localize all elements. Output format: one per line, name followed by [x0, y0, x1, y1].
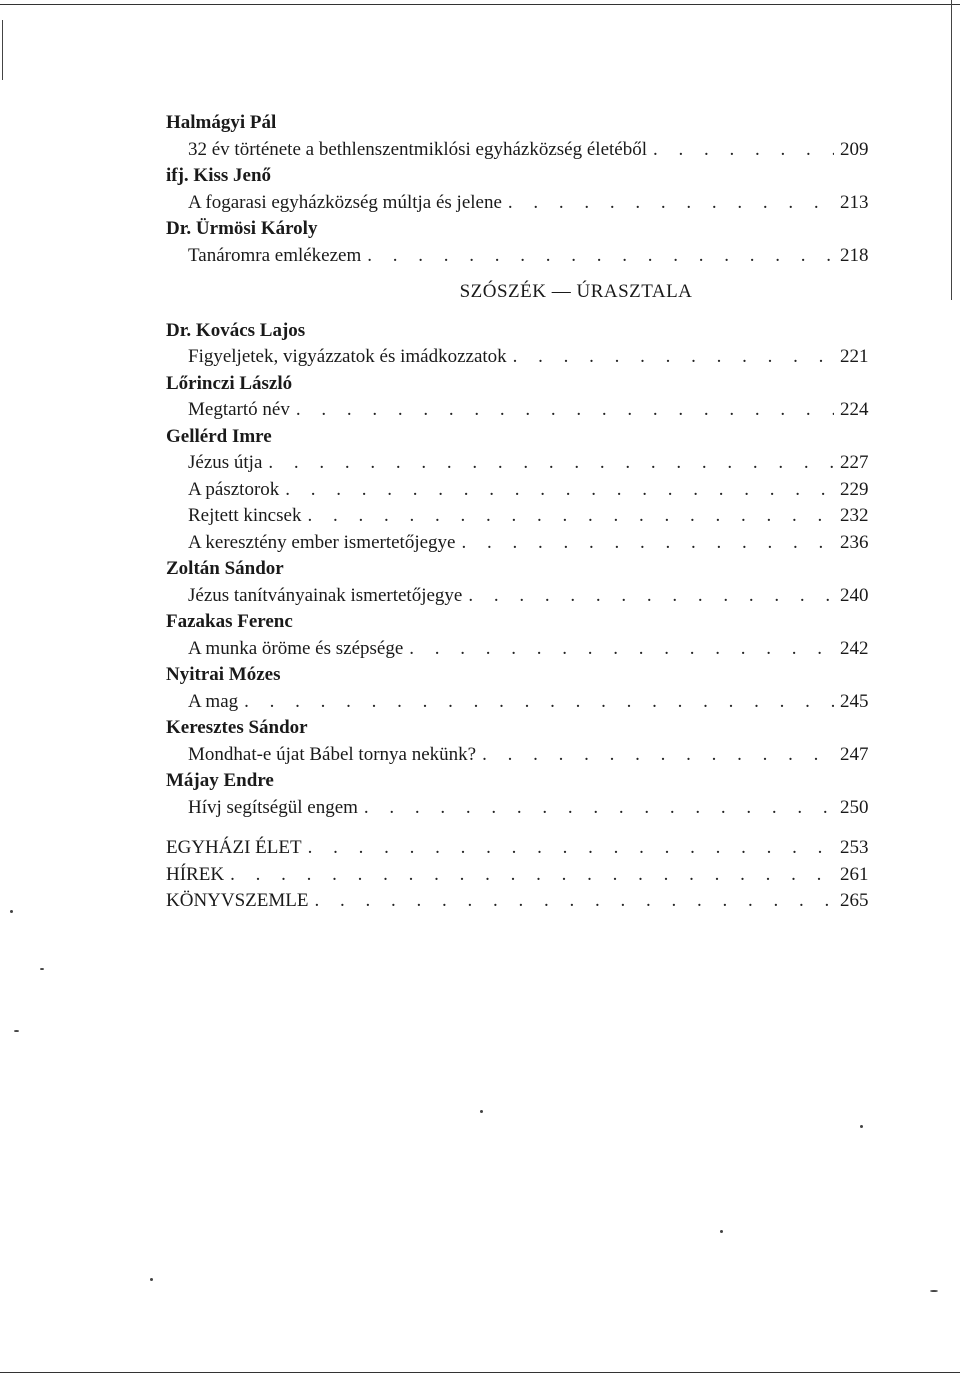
dot-leader: [367, 243, 834, 270]
entry-title: A fogarasi egyházközség múltja és jelene: [188, 191, 502, 213]
author-name: Májay Endre: [166, 770, 274, 791]
author-name: Gellérd Imre: [166, 425, 272, 447]
page-number: 209: [840, 138, 869, 160]
scan-speck: [930, 1290, 938, 1292]
page-number: 261: [840, 863, 869, 885]
scan-border-right: [951, 0, 952, 300]
entry-title: Jézus tanítványainak ismertetőjegye: [188, 584, 463, 606]
dot-leader: [244, 689, 834, 716]
dot-leader: [482, 742, 834, 769]
scan-speck: [720, 1230, 723, 1233]
entry-title: Hívj segítségül engem: [188, 796, 358, 818]
toc-entry[interactable]: [166, 397, 876, 424]
author-name: Fazakas Ferenc: [166, 611, 293, 632]
page-number: 247: [840, 743, 869, 765]
dot-leader: [307, 503, 834, 530]
toc-entry[interactable]: [166, 137, 876, 164]
toc-entry[interactable]: [166, 344, 876, 371]
dot-leader: [468, 583, 834, 610]
toc-section-entry[interactable]: [166, 835, 876, 862]
spacer: [166, 821, 876, 835]
page-number: 227: [840, 452, 869, 473]
dot-leader: [508, 190, 834, 217]
toc-entry[interactable]: [166, 190, 876, 217]
author-name: Lőrinczi László: [166, 372, 293, 394]
entry-title: KÖNYVSZEMLE: [166, 890, 309, 911]
entry-title: Jézus útja: [188, 452, 263, 473]
page-number: 218: [840, 244, 869, 266]
author-name: ifj. Kiss Jenő: [166, 165, 272, 186]
scan-speck: [14, 1030, 19, 1032]
entry-title: A munka öröme és szépsége: [188, 637, 404, 659]
entry-title: A mag: [188, 690, 239, 712]
toc-entry[interactable]: [166, 503, 876, 530]
dot-leader: [409, 636, 834, 663]
entry-title: Tanáromra emlékezem: [188, 244, 362, 266]
author-name: Nyitrai Mózes: [166, 664, 281, 685]
page-number: 236: [840, 531, 869, 553]
entry-title: Megtartó név: [188, 399, 290, 420]
section-heading: SZÓSZÉK — ÚRASZTALA: [459, 281, 693, 302]
toc-entry[interactable]: [166, 583, 876, 610]
entry-title: Rejtett kincsek: [188, 505, 302, 526]
toc-entry[interactable]: [166, 450, 876, 477]
toc-entry[interactable]: [166, 742, 876, 769]
page-number: 240: [840, 584, 869, 606]
scan-speck: [480, 1110, 483, 1113]
author-name: Zoltán Sándor: [166, 558, 284, 579]
page-number: 221: [840, 346, 869, 367]
toc-entry[interactable]: [166, 477, 876, 504]
page-number: 229: [840, 478, 869, 500]
toc-entry[interactable]: [166, 636, 876, 663]
toc-section-entry[interactable]: [166, 888, 876, 915]
dot-leader: [315, 888, 835, 915]
entry-title: EGYHÁZI ÉLET: [166, 837, 302, 858]
entry-title: Figyeljetek, vigyázzatok és imádkozzatok: [188, 346, 507, 367]
dot-leader: [296, 397, 834, 424]
scan-speck: [860, 1125, 863, 1128]
author-name: Halmágyi Pál: [166, 112, 277, 133]
author-name: Dr. Kovács Lajos: [166, 319, 306, 341]
toc-entry[interactable]: [166, 243, 876, 270]
page-number: 224: [840, 399, 869, 420]
dot-leader: [268, 450, 834, 477]
dot-leader: [513, 344, 834, 371]
page-number: 253: [840, 837, 869, 858]
entry-title: 32 év története a bethlenszentmiklósi egyházközség életéből: [188, 138, 647, 160]
entry-title: Mondhat-e újat Bábel tornya nekünk?: [188, 743, 477, 765]
scan-speck: [10, 910, 13, 913]
scan-border-top: [0, 4, 960, 5]
dot-leader: [285, 477, 834, 504]
page-number: 265: [840, 890, 869, 911]
author-name: Dr. Ürmösi Károly: [166, 218, 318, 239]
page-number: 213: [840, 191, 869, 213]
entry-title: A keresztény ember ismertetőjegye: [188, 531, 456, 553]
toc-entry[interactable]: [166, 795, 876, 822]
dot-leader: [653, 137, 834, 164]
toc-entry[interactable]: [166, 689, 876, 716]
dot-leader: [461, 530, 834, 557]
toc-section-entry[interactable]: [166, 862, 876, 889]
page-number: 250: [840, 796, 869, 818]
scan-speck: [150, 1278, 153, 1281]
page-number: 232: [840, 505, 869, 526]
scan-border-left: [2, 20, 3, 80]
dot-leader: [230, 862, 834, 889]
entry-title: HÍREK: [166, 863, 225, 885]
toc-entry[interactable]: [166, 530, 876, 557]
page-number: 242: [840, 637, 869, 659]
dot-leader: [308, 835, 834, 862]
dot-leader: [364, 795, 834, 822]
entry-title: A pásztorok: [188, 478, 280, 500]
page-number: 245: [840, 690, 869, 712]
scan-speck: [40, 968, 44, 970]
table-of-contents: [166, 110, 876, 915]
scan-border-bottom: [0, 1372, 960, 1373]
author-name: Keresztes Sándor: [166, 717, 308, 738]
